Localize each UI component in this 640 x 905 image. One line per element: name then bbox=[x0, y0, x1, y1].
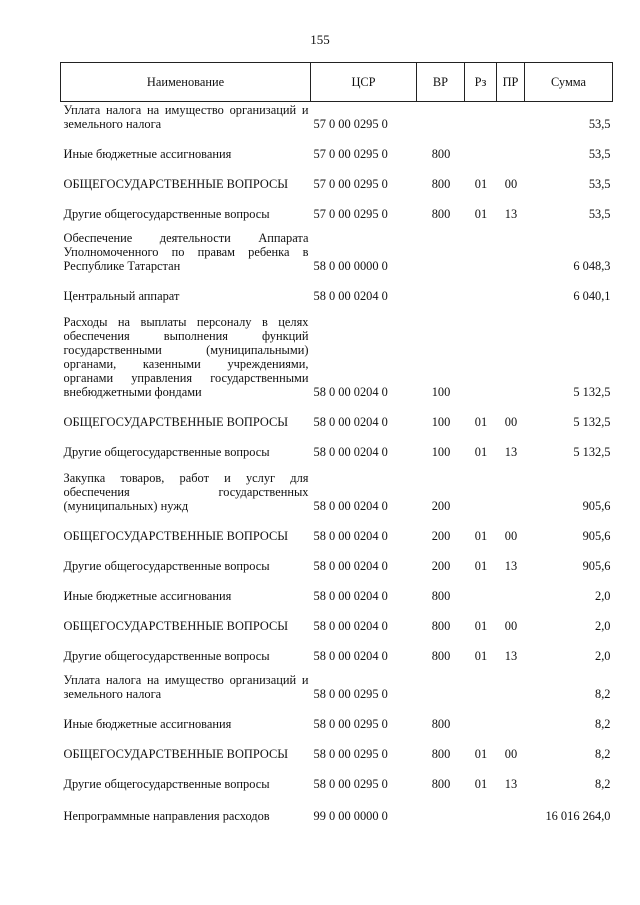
row-name: ОБЩЕГОСУДАРСТВЕННЫЕ ВОПРОСЫ bbox=[63, 618, 289, 633]
row-rz bbox=[465, 702, 497, 732]
row-csr: 57 0 00 0295 0 bbox=[313, 116, 388, 131]
row-pr bbox=[497, 102, 525, 132]
row-rz bbox=[465, 664, 497, 702]
row-sum: 2,0 bbox=[595, 648, 611, 663]
row-sum: 8,2 bbox=[595, 686, 611, 701]
table-row bbox=[61, 634, 613, 664]
table-row bbox=[61, 702, 613, 732]
row-sum: 8,2 bbox=[595, 716, 611, 731]
header-name: Наименование bbox=[61, 63, 311, 102]
table-row bbox=[61, 430, 613, 460]
table-row bbox=[61, 222, 613, 274]
row-pr: 13 bbox=[504, 444, 518, 459]
row-name: Иные бюджетные ассигнования bbox=[63, 588, 232, 603]
row-pr: 00 bbox=[504, 414, 518, 429]
row-csr: 58 0 00 0204 0 bbox=[313, 528, 388, 543]
row-sum: 53,5 bbox=[588, 146, 611, 161]
table-row bbox=[61, 400, 613, 430]
page-number: 155 bbox=[310, 32, 330, 47]
row-name: Расходы на выплаты персоналу в целях обеспечения выполнения функций государственными (муниципальными) органами, казенными учреждениями, органами управления государственными внебюджетными фондами bbox=[63, 314, 309, 399]
row-name: ОБЩЕГОСУДАРСТВЕННЫЕ ВОПРОСЫ bbox=[63, 414, 289, 429]
row-rz bbox=[465, 574, 497, 604]
header-sum: Сумма bbox=[525, 63, 613, 102]
row-pr bbox=[497, 664, 525, 702]
row-pr bbox=[497, 702, 525, 732]
row-csr: 57 0 00 0295 0 bbox=[313, 176, 388, 191]
row-sum: 6 048,3 bbox=[573, 258, 611, 273]
table-row bbox=[61, 574, 613, 604]
row-vr bbox=[417, 222, 465, 274]
row-rz: 01 bbox=[474, 528, 488, 543]
row-name: ОБЩЕГОСУДАРСТВЕННЫЕ ВОПРОСЫ bbox=[63, 528, 289, 543]
row-sum: 5 132,5 bbox=[573, 414, 611, 429]
row-pr: 00 bbox=[504, 176, 518, 191]
row-vr: 200 bbox=[431, 558, 451, 573]
table-row bbox=[61, 664, 613, 702]
row-sum: 5 132,5 bbox=[573, 444, 611, 459]
row-pr: 00 bbox=[504, 618, 518, 633]
row-vr bbox=[417, 664, 465, 702]
row-sum: 8,2 bbox=[595, 746, 611, 761]
row-pr bbox=[497, 574, 525, 604]
row-sum: 5 132,5 bbox=[573, 384, 611, 399]
row-vr: 800 bbox=[431, 206, 451, 221]
row-vr: 100 bbox=[431, 384, 451, 399]
table-row bbox=[61, 102, 613, 132]
row-name: Другие общегосударственные вопросы bbox=[63, 776, 270, 791]
row-vr: 800 bbox=[431, 618, 451, 633]
row-csr: 58 0 00 0295 0 bbox=[313, 776, 388, 791]
row-vr: 200 bbox=[431, 498, 451, 513]
row-vr: 800 bbox=[431, 146, 451, 161]
row-vr: 800 bbox=[431, 588, 451, 603]
row-rz: 01 bbox=[474, 746, 488, 761]
table-row bbox=[61, 162, 613, 192]
row-rz: 01 bbox=[474, 414, 488, 429]
row-csr: 57 0 00 0295 0 bbox=[313, 146, 388, 161]
row-sum: 905,6 bbox=[582, 528, 611, 543]
row-rz: 01 bbox=[474, 618, 488, 633]
row-rz bbox=[465, 102, 497, 132]
row-vr: 800 bbox=[431, 176, 451, 191]
header-rz: Рз bbox=[465, 63, 497, 102]
row-csr: 58 0 00 0204 0 bbox=[313, 288, 388, 303]
row-vr: 100 bbox=[431, 414, 451, 429]
row-pr bbox=[497, 132, 525, 162]
row-pr: 13 bbox=[504, 206, 518, 221]
row-name: Центральный аппарат bbox=[63, 288, 180, 303]
row-pr: 13 bbox=[504, 558, 518, 573]
row-rz: 01 bbox=[474, 206, 488, 221]
row-sum: 905,6 bbox=[582, 558, 611, 573]
row-rz bbox=[465, 304, 497, 400]
table-row bbox=[61, 514, 613, 544]
header-pr: ПР bbox=[497, 63, 525, 102]
row-name: Уплата налога на имущество организаций и земельного налога bbox=[63, 672, 309, 701]
row-name: ОБЩЕГОСУДАРСТВЕННЫЕ ВОПРОСЫ bbox=[63, 176, 289, 191]
row-pr: 13 bbox=[504, 776, 518, 791]
row-pr bbox=[497, 304, 525, 400]
row-sum: 8,2 bbox=[595, 776, 611, 791]
row-pr bbox=[497, 222, 525, 274]
row-name: Обеспечение деятельности Аппарата Уполномоченного по правам ребенка в Республике Татарстан bbox=[63, 230, 309, 273]
row-name: Иные бюджетные ассигнования bbox=[63, 716, 232, 731]
row-vr: 100 bbox=[431, 444, 451, 459]
row-name: ОБЩЕГОСУДАРСТВЕННЫЕ ВОПРОСЫ bbox=[63, 746, 289, 761]
row-name: Уплата налога на имущество организаций и земельного налога bbox=[63, 102, 309, 131]
row-pr bbox=[497, 792, 525, 824]
row-pr bbox=[497, 460, 525, 514]
row-csr: 58 0 00 0204 0 bbox=[313, 558, 388, 573]
row-csr: 58 0 00 0204 0 bbox=[313, 384, 388, 399]
table-row bbox=[61, 732, 613, 762]
row-rz bbox=[465, 460, 497, 514]
table-row bbox=[61, 792, 613, 824]
row-name: Непрограммные направления расходов bbox=[63, 808, 270, 823]
row-vr: 800 bbox=[431, 776, 451, 791]
row-pr: 13 bbox=[504, 648, 518, 663]
row-rz bbox=[465, 132, 497, 162]
row-vr: 800 bbox=[431, 746, 451, 761]
row-sum: 905,6 bbox=[582, 498, 611, 513]
row-rz: 01 bbox=[474, 648, 488, 663]
table-row bbox=[61, 762, 613, 792]
row-rz bbox=[465, 792, 497, 824]
row-csr: 58 0 00 0295 0 bbox=[313, 716, 388, 731]
row-name: Иные бюджетные ассигнования bbox=[63, 146, 232, 161]
row-name: Другие общегосударственные вопросы bbox=[63, 558, 270, 573]
row-name: Закупка товаров, работ и услуг для обеспечения государственных (муниципальных) нужд bbox=[63, 470, 309, 513]
row-csr: 58 0 00 0204 0 bbox=[313, 588, 388, 603]
row-sum: 53,5 bbox=[588, 116, 611, 131]
budget-table bbox=[60, 62, 613, 824]
table-row bbox=[61, 274, 613, 304]
row-name: Другие общегосударственные вопросы bbox=[63, 648, 270, 663]
row-vr: 200 bbox=[431, 528, 451, 543]
row-csr: 58 0 00 0204 0 bbox=[313, 444, 388, 459]
row-vr bbox=[417, 102, 465, 132]
row-pr: 00 bbox=[504, 746, 518, 761]
header-vr: ВР bbox=[417, 63, 465, 102]
row-sum: 2,0 bbox=[595, 588, 611, 603]
row-csr: 58 0 00 0204 0 bbox=[313, 498, 388, 513]
table-header-row bbox=[61, 63, 613, 102]
table-row bbox=[61, 544, 613, 574]
row-rz: 01 bbox=[474, 444, 488, 459]
row-csr: 99 0 00 0000 0 bbox=[313, 808, 388, 823]
row-rz bbox=[465, 222, 497, 274]
table-row bbox=[61, 132, 613, 162]
row-sum: 53,5 bbox=[588, 206, 611, 221]
table-row bbox=[61, 192, 613, 222]
row-name: Другие общегосударственные вопросы bbox=[63, 444, 270, 459]
row-rz: 01 bbox=[474, 776, 488, 791]
row-sum: 53,5 bbox=[588, 176, 611, 191]
row-name: Другие общегосударственные вопросы bbox=[63, 206, 270, 221]
row-sum: 6 040,1 bbox=[573, 288, 611, 303]
row-pr: 00 bbox=[504, 528, 518, 543]
row-sum: 2,0 bbox=[595, 618, 611, 633]
header-csr: ЦСР bbox=[311, 63, 417, 102]
row-vr bbox=[417, 274, 465, 304]
row-csr: 58 0 00 0204 0 bbox=[313, 648, 388, 663]
row-rz bbox=[465, 274, 497, 304]
row-csr: 58 0 00 0000 0 bbox=[313, 258, 388, 273]
row-vr bbox=[417, 792, 465, 824]
row-csr: 58 0 00 0204 0 bbox=[313, 414, 388, 429]
row-vr: 800 bbox=[431, 716, 451, 731]
row-csr: 58 0 00 0295 0 bbox=[313, 686, 388, 701]
row-csr: 57 0 00 0295 0 bbox=[313, 206, 388, 221]
row-csr: 58 0 00 0204 0 bbox=[313, 618, 388, 633]
row-pr bbox=[497, 274, 525, 304]
table-row bbox=[61, 304, 613, 400]
table-row bbox=[61, 604, 613, 634]
table-row bbox=[61, 460, 613, 514]
row-csr: 58 0 00 0295 0 bbox=[313, 746, 388, 761]
row-sum: 16 016 264,0 bbox=[545, 808, 611, 823]
row-rz: 01 bbox=[474, 558, 488, 573]
row-vr: 800 bbox=[431, 648, 451, 663]
row-rz: 01 bbox=[474, 176, 488, 191]
